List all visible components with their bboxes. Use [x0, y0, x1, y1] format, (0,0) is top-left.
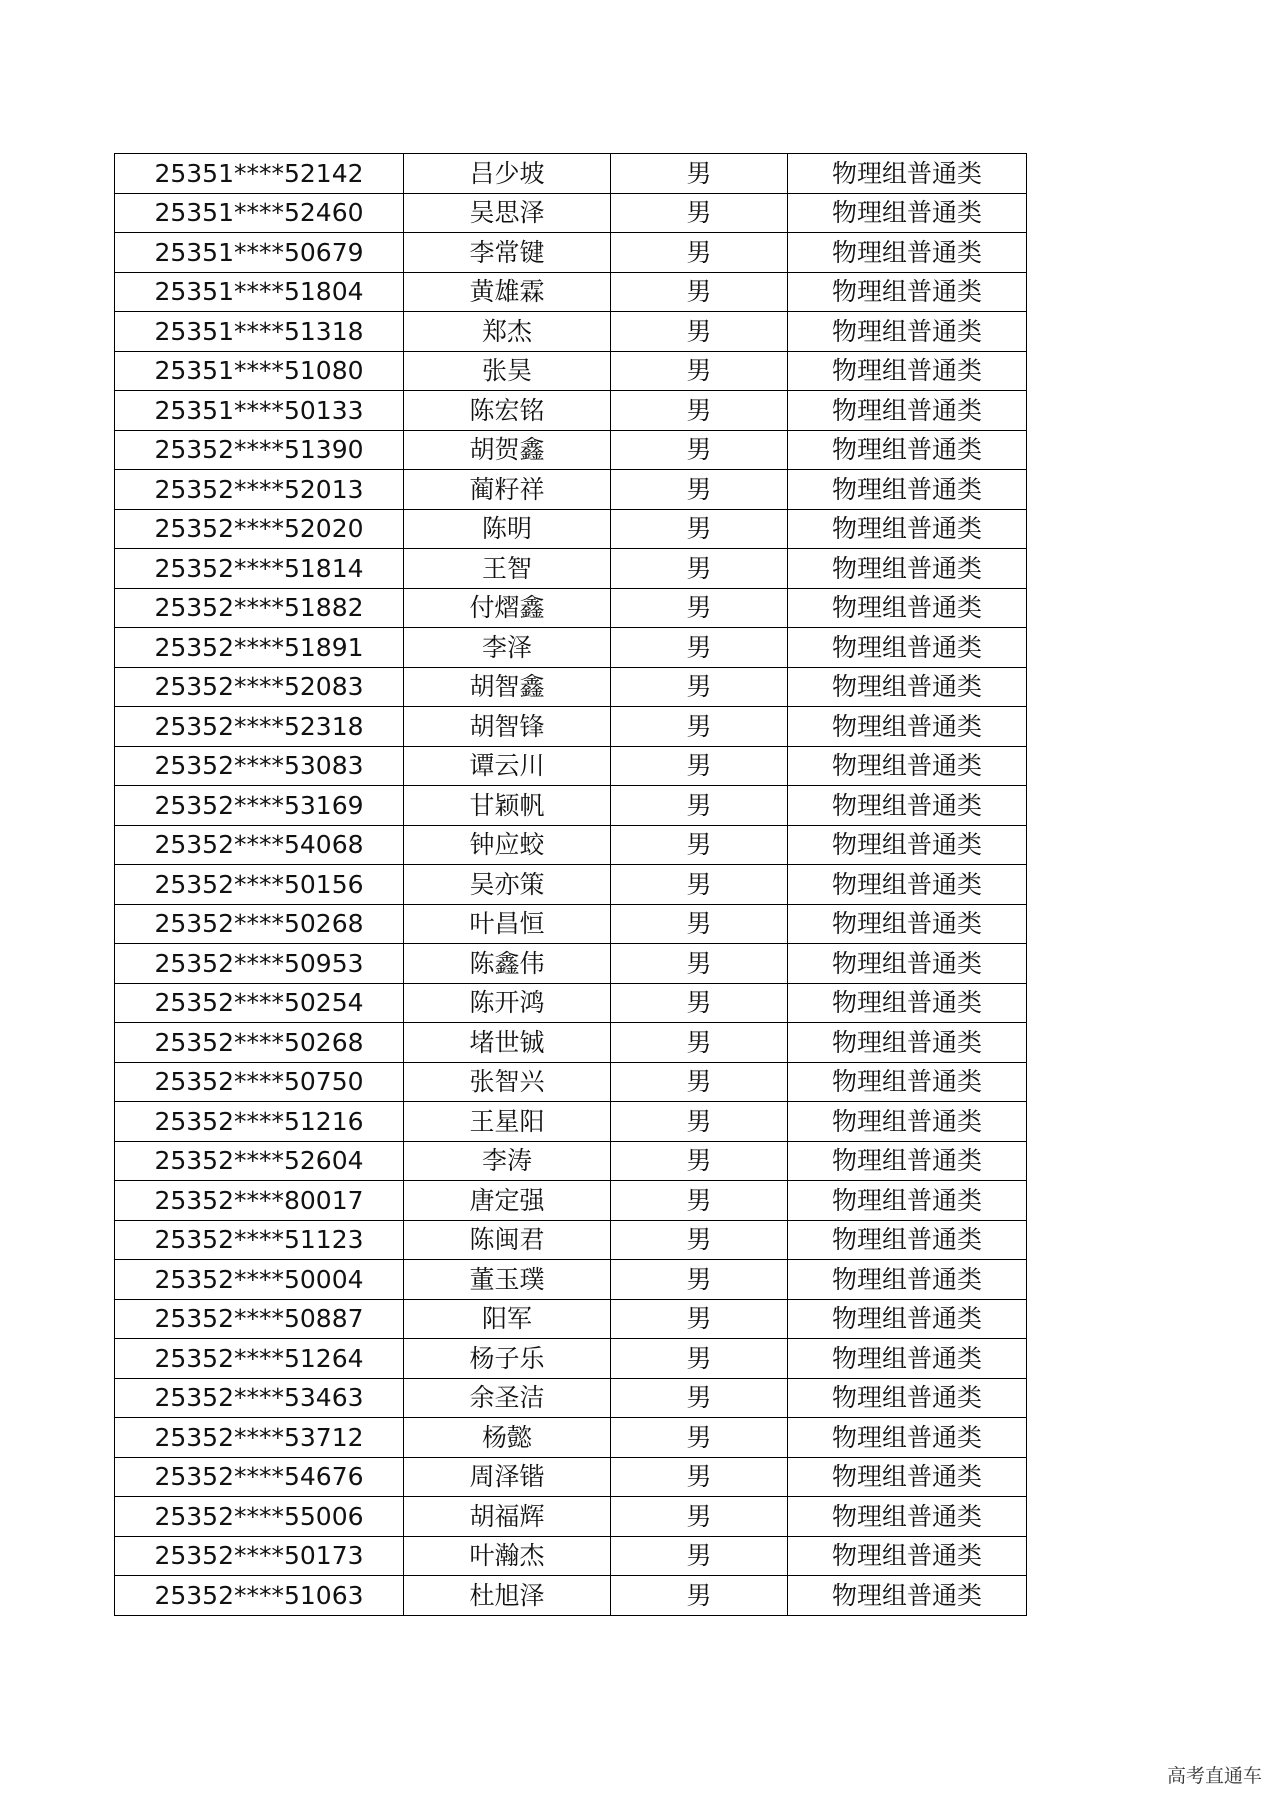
student-name-cell: 胡福辉 [404, 1497, 611, 1537]
table-row [115, 746, 1027, 786]
category-cell: 物理组普通类 [788, 391, 1027, 431]
exam-number-cell: 25352****51216 [115, 1102, 404, 1142]
exam-number-cell: 25351****50679 [115, 233, 404, 273]
table-row [115, 588, 1027, 628]
gender-cell: 男 [611, 1418, 788, 1458]
table-row [115, 1339, 1027, 1379]
category-cell: 物理组普通类 [788, 1536, 1027, 1576]
table-row [115, 1102, 1027, 1142]
exam-number-cell: 25352****53463 [115, 1378, 404, 1418]
exam-number-cell: 25352****52083 [115, 667, 404, 707]
gender-cell: 男 [611, 1062, 788, 1102]
exam-number-cell: 25352****50750 [115, 1062, 404, 1102]
gender-cell: 男 [611, 272, 788, 312]
gender-cell: 男 [611, 1378, 788, 1418]
table-row [115, 1023, 1027, 1063]
table-row [115, 628, 1027, 668]
category-cell: 物理组普通类 [788, 588, 1027, 628]
table-row [115, 786, 1027, 826]
exam-number-cell: 25351****52460 [115, 193, 404, 233]
exam-number-cell: 25352****54068 [115, 825, 404, 865]
exam-number-cell: 25352****52604 [115, 1141, 404, 1181]
student-name-cell: 黄雄霖 [404, 272, 611, 312]
gender-cell: 男 [611, 944, 788, 984]
category-cell: 物理组普通类 [788, 430, 1027, 470]
gender-cell: 男 [611, 628, 788, 668]
gender-cell: 男 [611, 1457, 788, 1497]
table-row [115, 470, 1027, 510]
exam-number-cell: 25351****51804 [115, 272, 404, 312]
exam-number-cell: 25351****51318 [115, 312, 404, 352]
gender-cell: 男 [611, 1102, 788, 1142]
student-name-cell: 王星阳 [404, 1102, 611, 1142]
category-cell: 物理组普通类 [788, 1576, 1027, 1616]
exam-number-cell: 25352****52013 [115, 470, 404, 510]
gender-cell: 男 [611, 1220, 788, 1260]
student-name-cell: 陈开鸿 [404, 983, 611, 1023]
student-name-cell: 李涛 [404, 1141, 611, 1181]
student-name-cell: 叶瀚杰 [404, 1536, 611, 1576]
category-cell: 物理组普通类 [788, 865, 1027, 905]
watermark-text: 高考直通车 [1166, 1765, 1262, 1787]
student-name-cell: 胡智鑫 [404, 667, 611, 707]
exam-number-cell: 25352****52318 [115, 707, 404, 747]
category-cell: 物理组普通类 [788, 904, 1027, 944]
table-row [115, 233, 1027, 273]
table-row [115, 825, 1027, 865]
exam-number-cell: 25351****50133 [115, 391, 404, 431]
table-row [115, 154, 1027, 194]
category-cell: 物理组普通类 [788, 312, 1027, 352]
student-name-cell: 吴亦策 [404, 865, 611, 905]
gender-cell: 男 [611, 1497, 788, 1537]
gender-cell: 男 [611, 825, 788, 865]
table-row [115, 1536, 1027, 1576]
category-cell: 物理组普通类 [788, 825, 1027, 865]
student-name-cell: 叶昌恒 [404, 904, 611, 944]
table-row [115, 707, 1027, 747]
gender-cell: 男 [611, 509, 788, 549]
student-name-cell: 杨懿 [404, 1418, 611, 1458]
exam-number-cell: 25352****53083 [115, 746, 404, 786]
category-cell: 物理组普通类 [788, 351, 1027, 391]
category-cell: 物理组普通类 [788, 746, 1027, 786]
table-row [115, 391, 1027, 431]
gender-cell: 男 [611, 1339, 788, 1379]
table-row [115, 1062, 1027, 1102]
gender-cell: 男 [611, 154, 788, 194]
student-name-cell: 王智 [404, 549, 611, 589]
exam-number-cell: 25352****50156 [115, 865, 404, 905]
table-row [115, 193, 1027, 233]
category-cell: 物理组普通类 [788, 233, 1027, 273]
table-row [115, 1378, 1027, 1418]
student-name-cell: 杜旭泽 [404, 1576, 611, 1616]
student-name-cell: 杨子乐 [404, 1339, 611, 1379]
category-cell: 物理组普通类 [788, 1181, 1027, 1221]
category-cell: 物理组普通类 [788, 1339, 1027, 1379]
category-cell: 物理组普通类 [788, 667, 1027, 707]
gender-cell: 男 [611, 1181, 788, 1221]
exam-number-cell: 25352****50004 [115, 1260, 404, 1300]
gender-cell: 男 [611, 707, 788, 747]
gender-cell: 男 [611, 1141, 788, 1181]
gender-cell: 男 [611, 904, 788, 944]
student-name-cell: 付熠鑫 [404, 588, 611, 628]
category-cell: 物理组普通类 [788, 1497, 1027, 1537]
table-row [115, 865, 1027, 905]
category-cell: 物理组普通类 [788, 983, 1027, 1023]
exam-number-cell: 25352****53712 [115, 1418, 404, 1458]
gender-cell: 男 [611, 588, 788, 628]
gender-cell: 男 [611, 667, 788, 707]
exam-number-cell: 25352****51264 [115, 1339, 404, 1379]
exam-number-cell: 25352****50173 [115, 1536, 404, 1576]
student-name-cell: 郑杰 [404, 312, 611, 352]
exam-number-cell: 25351****52142 [115, 154, 404, 194]
exam-number-cell: 25352****50953 [115, 944, 404, 984]
student-name-cell: 张智兴 [404, 1062, 611, 1102]
exam-number-cell: 25352****52020 [115, 509, 404, 549]
table-row [115, 312, 1027, 352]
category-cell: 物理组普通类 [788, 1102, 1027, 1142]
category-cell: 物理组普通类 [788, 944, 1027, 984]
category-cell: 物理组普通类 [788, 1141, 1027, 1181]
exam-number-cell: 25352****51123 [115, 1220, 404, 1260]
category-cell: 物理组普通类 [788, 509, 1027, 549]
gender-cell: 男 [611, 983, 788, 1023]
exam-number-cell: 25352****50268 [115, 904, 404, 944]
table-row [115, 1457, 1027, 1497]
table-row [115, 1497, 1027, 1537]
student-name-cell: 堵世铖 [404, 1023, 611, 1063]
gender-cell: 男 [611, 865, 788, 905]
table-row [115, 1220, 1027, 1260]
exam-number-cell: 25352****51882 [115, 588, 404, 628]
gender-cell: 男 [611, 351, 788, 391]
gender-cell: 男 [611, 193, 788, 233]
category-cell: 物理组普通类 [788, 154, 1027, 194]
category-cell: 物理组普通类 [788, 786, 1027, 826]
student-name-cell: 吕少坡 [404, 154, 611, 194]
exam-number-cell: 25352****51814 [115, 549, 404, 589]
category-cell: 物理组普通类 [788, 1260, 1027, 1300]
student-name-cell: 周泽锴 [404, 1457, 611, 1497]
student-name-cell: 谭云川 [404, 746, 611, 786]
table-row [115, 1576, 1027, 1616]
exam-number-cell: 25352****51063 [115, 1576, 404, 1616]
table-row [115, 667, 1027, 707]
gender-cell: 男 [611, 312, 788, 352]
student-name-cell: 胡贺鑫 [404, 430, 611, 470]
student-name-cell: 陈闽君 [404, 1220, 611, 1260]
admission-list-table [114, 153, 1027, 1616]
gender-cell: 男 [611, 430, 788, 470]
gender-cell: 男 [611, 1299, 788, 1339]
category-cell: 物理组普通类 [788, 1418, 1027, 1458]
category-cell: 物理组普通类 [788, 272, 1027, 312]
category-cell: 物理组普通类 [788, 549, 1027, 589]
gender-cell: 男 [611, 470, 788, 510]
table-row [115, 430, 1027, 470]
student-name-cell: 吴思泽 [404, 193, 611, 233]
student-name-cell: 陈鑫伟 [404, 944, 611, 984]
exam-number-cell: 25352****51891 [115, 628, 404, 668]
student-name-cell: 阳军 [404, 1299, 611, 1339]
table-row [115, 1299, 1027, 1339]
student-name-cell: 胡智锋 [404, 707, 611, 747]
exam-number-cell: 25351****51080 [115, 351, 404, 391]
gender-cell: 男 [611, 1260, 788, 1300]
exam-number-cell: 25352****50268 [115, 1023, 404, 1063]
category-cell: 物理组普通类 [788, 1299, 1027, 1339]
table-row [115, 549, 1027, 589]
gender-cell: 男 [611, 549, 788, 589]
gender-cell: 男 [611, 1536, 788, 1576]
category-cell: 物理组普通类 [788, 1457, 1027, 1497]
category-cell: 物理组普通类 [788, 1062, 1027, 1102]
table-row [115, 1141, 1027, 1181]
table-row [115, 509, 1027, 549]
table-row [115, 351, 1027, 391]
table-row [115, 272, 1027, 312]
table-row [115, 1260, 1027, 1300]
exam-number-cell: 25352****50887 [115, 1299, 404, 1339]
gender-cell: 男 [611, 233, 788, 273]
category-cell: 物理组普通类 [788, 193, 1027, 233]
category-cell: 物理组普通类 [788, 628, 1027, 668]
exam-number-cell: 25352****50254 [115, 983, 404, 1023]
table-body [115, 154, 1027, 1616]
category-cell: 物理组普通类 [788, 1023, 1027, 1063]
category-cell: 物理组普通类 [788, 707, 1027, 747]
exam-number-cell: 25352****54676 [115, 1457, 404, 1497]
gender-cell: 男 [611, 786, 788, 826]
exam-number-cell: 25352****55006 [115, 1497, 404, 1537]
gender-cell: 男 [611, 1023, 788, 1063]
gender-cell: 男 [611, 746, 788, 786]
student-name-cell: 李泽 [404, 628, 611, 668]
student-name-cell: 甘颖帆 [404, 786, 611, 826]
gender-cell: 男 [611, 391, 788, 431]
table-row [115, 1418, 1027, 1458]
exam-number-cell: 25352****53169 [115, 786, 404, 826]
student-name-cell: 余圣洁 [404, 1378, 611, 1418]
category-cell: 物理组普通类 [788, 1220, 1027, 1260]
exam-number-cell: 25352****80017 [115, 1181, 404, 1221]
student-name-cell: 蔺籽祥 [404, 470, 611, 510]
table-row [115, 983, 1027, 1023]
table-row [115, 944, 1027, 984]
category-cell: 物理组普通类 [788, 1378, 1027, 1418]
category-cell: 物理组普通类 [788, 470, 1027, 510]
student-name-cell: 陈宏铭 [404, 391, 611, 431]
student-name-cell: 唐定强 [404, 1181, 611, 1221]
student-name-cell: 陈明 [404, 509, 611, 549]
gender-cell: 男 [611, 1576, 788, 1616]
student-name-cell: 董玉璞 [404, 1260, 611, 1300]
student-name-cell: 李常键 [404, 233, 611, 273]
exam-number-cell: 25352****51390 [115, 430, 404, 470]
student-name-cell: 张昊 [404, 351, 611, 391]
student-name-cell: 钟应蛟 [404, 825, 611, 865]
table-row [115, 1181, 1027, 1221]
table-row [115, 904, 1027, 944]
